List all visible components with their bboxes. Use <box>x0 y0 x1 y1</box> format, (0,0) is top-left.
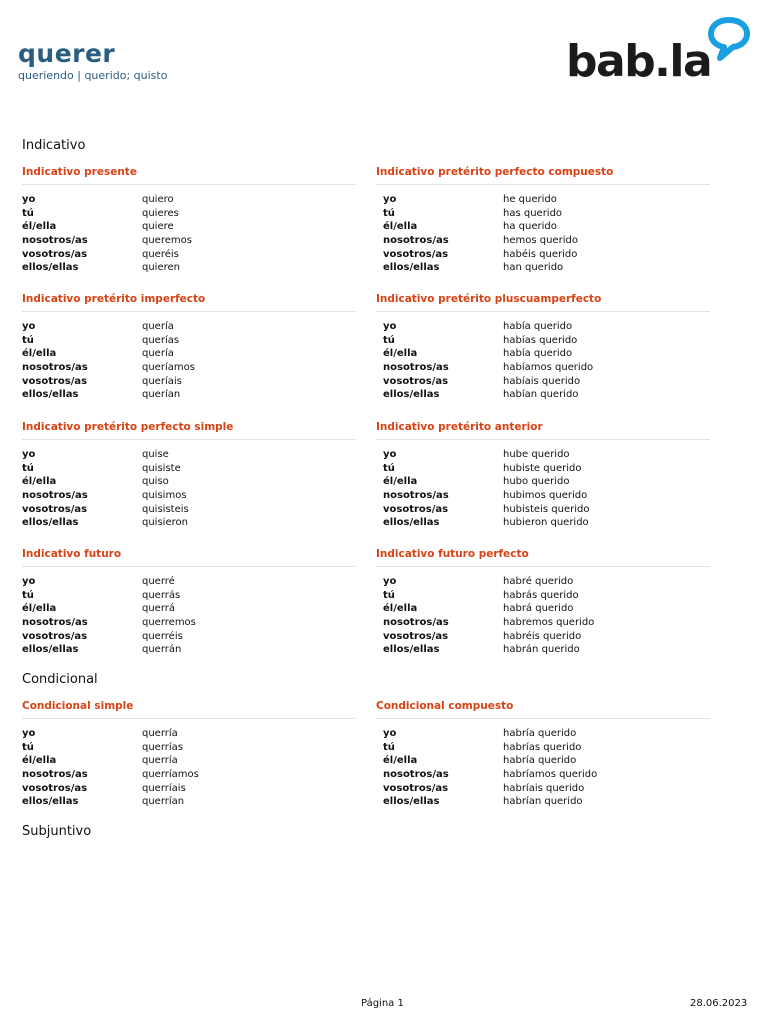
pronoun: ellos/ellas <box>383 389 440 401</box>
conjugation-row <box>22 727 356 741</box>
pronoun: vosotros/as <box>22 630 88 642</box>
pronoun: nosotros/as <box>22 362 88 374</box>
pronoun: nosotros/as <box>383 490 449 502</box>
verb-form: habría querido <box>503 728 577 739</box>
pronoun: yo <box>383 576 397 587</box>
tense-block <box>22 166 356 275</box>
conjugation-row <box>376 234 710 248</box>
verb-form: había querido <box>503 321 573 332</box>
conjugation-row <box>22 193 356 207</box>
verb-form: queríais <box>142 375 182 387</box>
pronoun: yo <box>383 728 397 739</box>
pronoun: vosotros/as <box>383 248 449 260</box>
verb-form: querremos <box>142 617 196 629</box>
verb-form: habíais querido <box>503 375 581 387</box>
conjugation-row <box>22 630 356 644</box>
conjugation-row <box>22 375 356 389</box>
verb-form: he querido <box>503 194 557 205</box>
tense-title: Indicativo pretérito anterior <box>376 421 710 440</box>
tense-title: Indicativo pretérito perfecto compuesto <box>376 166 710 185</box>
pronoun: vosotros/as <box>22 248 88 260</box>
mood-subjuntivo: Subjuntivo <box>22 824 92 839</box>
logo-text: bab.la <box>566 36 712 87</box>
verb-form: habías querido <box>503 334 578 346</box>
pronoun: yo <box>22 194 36 205</box>
mood-condicional: Condicional <box>22 672 98 687</box>
verb-form: habían querido <box>503 389 579 401</box>
pronoun: tú <box>22 334 34 346</box>
verb-form: quisimos <box>142 490 187 502</box>
verb-form: querían <box>142 389 181 401</box>
conjugation-row <box>22 602 356 616</box>
tense-title: Indicativo presente <box>22 166 356 185</box>
verb-form: querrá <box>142 603 176 615</box>
verb-form: querría <box>142 755 178 767</box>
verb-form: quisisteis <box>142 503 189 515</box>
pronoun: él/ella <box>22 755 57 767</box>
pronoun: ellos/ellas <box>383 644 440 656</box>
conjugation-row <box>22 589 356 603</box>
pronoun: tú <box>22 207 34 219</box>
tense-title: Indicativo futuro <box>22 548 356 567</box>
conjugation-row <box>376 503 710 517</box>
verb-form: habrías querido <box>503 741 582 753</box>
conjugation-row <box>22 334 356 348</box>
tense-block <box>376 421 710 530</box>
conjugation-row <box>22 768 356 782</box>
conjugation-row <box>22 448 356 462</box>
page-header <box>18 40 167 82</box>
pronoun: vosotros/as <box>22 503 88 515</box>
conjugation-row <box>22 220 356 234</box>
conjugation-row <box>376 475 710 489</box>
pronoun: él/ella <box>383 476 418 488</box>
tense-block <box>376 548 710 657</box>
verb-forms: queriendo | querido; quisto <box>18 69 168 82</box>
conjugation-row <box>376 589 710 603</box>
conjugation-row <box>376 220 710 234</box>
pronoun: nosotros/as <box>22 769 88 781</box>
conjugation-row <box>22 261 356 275</box>
verb-form: querrían <box>142 796 185 808</box>
verb-form: hubo querido <box>503 476 570 488</box>
pronoun: yo <box>22 728 36 739</box>
pronoun: yo <box>22 449 36 460</box>
conjugation-row <box>22 361 356 375</box>
conjugation-row <box>22 489 356 503</box>
verb-form: hube querido <box>503 449 570 460</box>
tense-title: Condicional compuesto <box>376 700 710 719</box>
verb-form: hubiste querido <box>503 462 582 474</box>
pronoun: él/ella <box>383 221 418 233</box>
tense-block <box>22 548 356 657</box>
conjugation-row <box>376 768 710 782</box>
verb-form: quería <box>142 348 174 360</box>
verb-form: habremos querido <box>503 617 595 629</box>
verb-form: hubimos querido <box>503 490 588 502</box>
pronoun: él/ella <box>383 603 418 615</box>
verb-form: quisiste <box>142 462 181 474</box>
verb-form: quisieron <box>142 517 188 529</box>
pronoun: tú <box>22 589 34 601</box>
pronoun: yo <box>383 194 397 205</box>
conjugation-row <box>22 503 356 517</box>
verb-form: habría querido <box>503 755 577 767</box>
verb-form: quiso <box>142 476 169 488</box>
conjugation-row <box>22 754 356 768</box>
conjugation-row <box>22 320 356 334</box>
pronoun: ellos/ellas <box>22 796 79 808</box>
conjugation-row <box>22 207 356 221</box>
conjugation-row <box>22 388 356 402</box>
tense-block <box>22 293 356 402</box>
verb-form: habéis querido <box>503 248 578 260</box>
verb-form: querría <box>142 728 178 739</box>
tense-block <box>376 293 710 402</box>
pronoun: yo <box>383 449 397 460</box>
page-number: Página 1 <box>361 998 404 1009</box>
tense-title: Indicativo futuro perfecto <box>376 548 710 567</box>
pronoun: vosotros/as <box>22 375 88 387</box>
conjugation-row <box>22 616 356 630</box>
verb-form: queremos <box>142 235 192 247</box>
conjugation-row <box>376 375 710 389</box>
conjugation-row <box>22 643 356 657</box>
verb-form: quiero <box>142 194 174 205</box>
pronoun: ellos/ellas <box>383 517 440 529</box>
conjugation-row <box>376 448 710 462</box>
conjugation-row <box>376 361 710 375</box>
conjugation-row <box>376 489 710 503</box>
conjugation-row <box>376 261 710 275</box>
conjugation-row <box>376 320 710 334</box>
verb-form: había querido <box>503 348 573 360</box>
conjugation-row <box>22 741 356 755</box>
pronoun: vosotros/as <box>22 782 88 794</box>
pronoun: vosotros/as <box>383 375 449 387</box>
pronoun: tú <box>383 334 395 346</box>
conjugation-row <box>376 616 710 630</box>
verb-form: ha querido <box>503 221 557 233</box>
conjugation-row <box>22 516 356 530</box>
verb-form: querrán <box>142 644 182 656</box>
tense-block <box>22 421 356 530</box>
verb-form: querías <box>142 334 180 346</box>
footer-date: 28.06.2023 <box>690 998 748 1009</box>
conjugation-row <box>376 193 710 207</box>
verb-form: hubisteis querido <box>503 503 590 515</box>
verb-form: habrás querido <box>503 589 579 601</box>
conjugation-row <box>376 602 710 616</box>
pronoun: ellos/ellas <box>383 262 440 274</box>
tense-block <box>376 700 710 809</box>
conjugation-row <box>376 516 710 530</box>
conjugation-row <box>376 727 710 741</box>
verb-title: querer <box>18 39 116 68</box>
pronoun: nosotros/as <box>22 617 88 629</box>
pronoun: tú <box>383 462 395 474</box>
verb-form: quieren <box>142 262 180 274</box>
verb-form: hemos querido <box>503 235 578 247</box>
pronoun: ellos/ellas <box>383 796 440 808</box>
pronoun: él/ella <box>22 221 57 233</box>
verb-form: hubieron querido <box>503 517 589 529</box>
conjugation-row <box>376 347 710 361</box>
verb-form: querrías <box>142 741 184 753</box>
tense-title: Condicional simple <box>22 700 356 719</box>
verb-form: habríamos querido <box>503 769 598 781</box>
conjugation-row <box>376 643 710 657</box>
pronoun: tú <box>383 589 395 601</box>
verb-form: habrán querido <box>503 644 580 656</box>
pronoun: nosotros/as <box>383 362 449 374</box>
speech-bubble-icon <box>706 16 752 62</box>
pronoun: tú <box>22 741 34 753</box>
tense-title: Indicativo pretérito imperfecto <box>22 293 356 312</box>
conjugation-row <box>376 754 710 768</box>
verb-form: queríamos <box>142 362 195 374</box>
babla-logo <box>566 16 756 87</box>
pronoun: yo <box>22 576 36 587</box>
tense-block <box>376 166 710 275</box>
conjugation-row <box>22 248 356 262</box>
conjugation-row <box>376 782 710 796</box>
pronoun: yo <box>22 321 36 332</box>
verb-form: habrá querido <box>503 603 574 615</box>
mood-indicativo: Indicativo <box>22 138 86 153</box>
verb-form: quiere <box>142 221 174 233</box>
verb-form: querríais <box>142 782 186 794</box>
conjugation-row <box>22 475 356 489</box>
pronoun: él/ella <box>22 476 57 488</box>
conjugation-row <box>376 795 710 809</box>
pronoun: él/ella <box>383 755 418 767</box>
pronoun: él/ella <box>22 348 57 360</box>
conjugation-row <box>22 795 356 809</box>
verb-form: habréis querido <box>503 630 582 642</box>
conjugation-row <box>22 347 356 361</box>
pronoun: nosotros/as <box>383 235 449 247</box>
pronoun: ellos/ellas <box>22 644 79 656</box>
pronoun: tú <box>383 207 395 219</box>
conjugation-row <box>22 234 356 248</box>
pronoun: vosotros/as <box>383 630 449 642</box>
pronoun: ellos/ellas <box>22 517 79 529</box>
verb-form: queréis <box>142 248 179 260</box>
pronoun: yo <box>383 321 397 332</box>
pronoun: tú <box>383 741 395 753</box>
verb-form: querré <box>142 576 175 587</box>
pronoun: nosotros/as <box>22 235 88 247</box>
pronoun: ellos/ellas <box>22 389 79 401</box>
verb-form: has querido <box>503 207 563 219</box>
conjugation-row <box>22 782 356 796</box>
pronoun: él/ella <box>22 603 57 615</box>
verb-form: habríais querido <box>503 782 585 794</box>
tense-block <box>22 700 356 809</box>
verb-form: querrás <box>142 589 181 601</box>
conjugation-row <box>22 462 356 476</box>
conjugation-row <box>376 741 710 755</box>
verb-form: quieres <box>142 207 179 219</box>
pronoun: tú <box>22 462 34 474</box>
tense-title: Indicativo pretérito pluscuamperfecto <box>376 293 710 312</box>
pronoun: nosotros/as <box>383 769 449 781</box>
pronoun: él/ella <box>383 348 418 360</box>
conjugation-row <box>22 575 356 589</box>
verb-form: quería <box>142 321 174 332</box>
verb-form: quise <box>142 449 169 460</box>
verb-form: habré querido <box>503 576 574 587</box>
tense-title: Indicativo pretérito perfecto simple <box>22 421 356 440</box>
pronoun: ellos/ellas <box>22 262 79 274</box>
verb-form: querríamos <box>142 769 199 781</box>
pronoun: vosotros/as <box>383 782 449 794</box>
conjugation-row <box>376 334 710 348</box>
verb-form: habrían querido <box>503 796 583 808</box>
conjugation-row <box>376 207 710 221</box>
verb-form: habíamos querido <box>503 362 594 374</box>
conjugation-row <box>376 630 710 644</box>
verb-form: querréis <box>142 630 183 642</box>
pronoun: nosotros/as <box>22 490 88 502</box>
conjugation-row <box>376 575 710 589</box>
conjugation-row <box>376 388 710 402</box>
verb-form: han querido <box>503 262 564 274</box>
pronoun: nosotros/as <box>383 617 449 629</box>
conjugation-row <box>376 248 710 262</box>
pronoun: vosotros/as <box>383 503 449 515</box>
conjugation-row <box>376 462 710 476</box>
